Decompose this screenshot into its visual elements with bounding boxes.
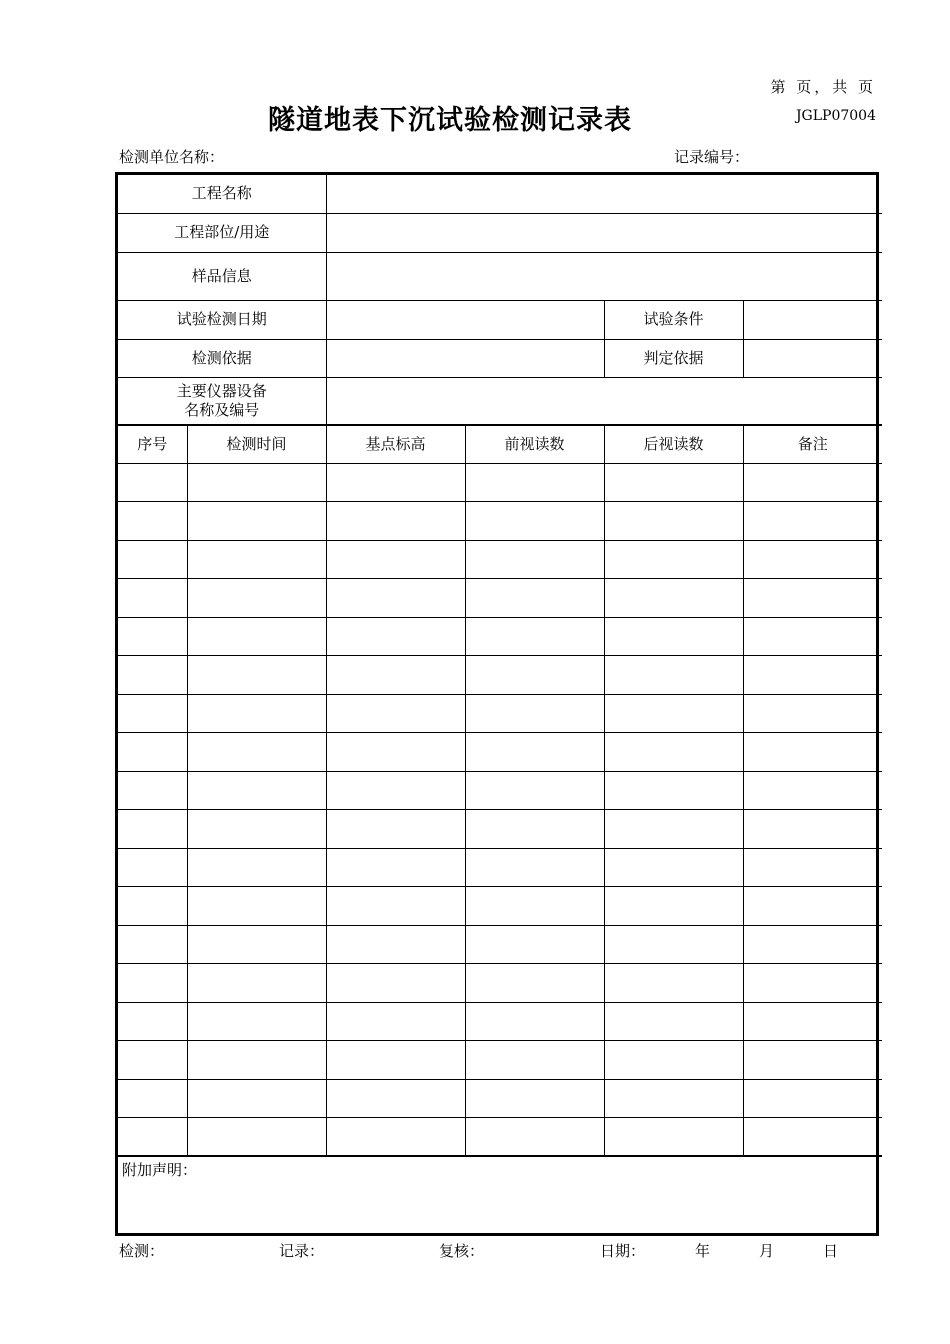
footer-inspect: 检测： (119, 1242, 165, 1260)
time-cell[interactable] (187, 1079, 326, 1118)
col-header-base-elevation: 基点标高 (326, 425, 465, 463)
equipment-label-line1: 主要仪器设备 (176, 381, 267, 400)
foresight-cell[interactable] (465, 694, 604, 733)
base-elevation-cell[interactable] (326, 733, 465, 772)
seq-cell[interactable] (118, 617, 187, 656)
backsight-cell[interactable] (604, 1041, 743, 1080)
judge-basis-value[interactable] (743, 339, 882, 377)
backsight-cell[interactable] (604, 656, 743, 695)
table-row (118, 810, 882, 849)
base-elevation-cell[interactable] (326, 925, 465, 964)
base-elevation-cell[interactable] (326, 463, 465, 502)
remarks-cell[interactable] (743, 925, 882, 964)
foresight-cell[interactable] (465, 1041, 604, 1080)
page-title: 隧道地表下沉试验检测记录表 (268, 105, 632, 136)
col-header-seq: 序号 (118, 425, 187, 463)
seq-cell[interactable] (118, 810, 187, 849)
remarks-cell[interactable] (743, 964, 882, 1003)
remarks-cell[interactable] (743, 502, 882, 541)
footer-month: 月 (759, 1242, 775, 1260)
backsight-cell[interactable] (604, 463, 743, 502)
backsight-cell[interactable] (604, 502, 743, 541)
base-elevation-cell[interactable] (326, 617, 465, 656)
seq-cell[interactable] (118, 1079, 187, 1118)
time-cell[interactable] (187, 1041, 326, 1080)
foresight-cell[interactable] (465, 733, 604, 772)
foresight-cell[interactable] (465, 579, 604, 618)
remarks-cell[interactable] (743, 579, 882, 618)
footer-date: 日期： (600, 1242, 646, 1260)
backsight-cell[interactable] (604, 1002, 743, 1041)
equipment-label-line2: 名称及编号 (184, 400, 260, 419)
backsight-cell[interactable] (604, 810, 743, 849)
remarks-cell[interactable] (743, 463, 882, 502)
base-elevation-cell[interactable] (326, 810, 465, 849)
remarks-cell[interactable] (743, 1041, 882, 1080)
time-cell[interactable] (187, 810, 326, 849)
seq-cell[interactable] (118, 848, 187, 887)
table-row (118, 1041, 882, 1080)
seq-cell[interactable] (118, 694, 187, 733)
test-condition-value[interactable] (743, 300, 882, 339)
base-elevation-cell[interactable] (326, 964, 465, 1003)
time-cell[interactable] (187, 964, 326, 1003)
remarks-cell[interactable] (743, 848, 882, 887)
table-row (118, 617, 882, 656)
remarks-cell[interactable] (743, 1002, 882, 1041)
foresight-cell[interactable] (465, 887, 604, 926)
base-elevation-cell[interactable] (326, 848, 465, 887)
test-date-value[interactable] (326, 300, 604, 339)
foresight-cell[interactable] (465, 925, 604, 964)
col-header-foresight: 前视读数 (465, 425, 604, 463)
foresight-cell[interactable] (465, 502, 604, 541)
record-no-label: 记录编号： (674, 148, 750, 166)
foresight-cell[interactable] (465, 1079, 604, 1118)
foresight-cell[interactable] (465, 1118, 604, 1157)
table-row (118, 887, 882, 926)
equipment-value[interactable] (326, 377, 882, 425)
data-rows (118, 463, 882, 1156)
col-header-backsight: 后视读数 (604, 425, 743, 463)
table-row (118, 540, 882, 579)
test-basis-label: 检测依据 (118, 339, 326, 377)
time-cell[interactable] (187, 463, 326, 502)
footer-record: 记录： (279, 1242, 325, 1260)
base-elevation-cell[interactable] (326, 887, 465, 926)
time-cell[interactable] (187, 540, 326, 579)
time-cell[interactable] (187, 579, 326, 618)
seq-cell[interactable] (118, 1118, 187, 1157)
project-part-label: 工程部位/用途 (118, 213, 326, 252)
remarks-cell[interactable] (743, 771, 882, 810)
table-row (118, 848, 882, 887)
backsight-cell[interactable] (604, 1118, 743, 1157)
table-row (118, 1118, 882, 1157)
remarks-cell[interactable] (743, 540, 882, 579)
footer-review: 复核： (439, 1242, 485, 1260)
base-elevation-cell[interactable] (326, 540, 465, 579)
seq-cell[interactable] (118, 540, 187, 579)
foresight-cell[interactable] (465, 540, 604, 579)
base-elevation-cell[interactable] (326, 1079, 465, 1118)
foresight-cell[interactable] (465, 810, 604, 849)
backsight-cell[interactable] (604, 964, 743, 1003)
backsight-cell[interactable] (604, 771, 743, 810)
base-elevation-cell[interactable] (326, 502, 465, 541)
backsight-cell[interactable] (604, 733, 743, 772)
table-row (118, 1002, 882, 1041)
seq-cell[interactable] (118, 925, 187, 964)
seq-cell[interactable] (118, 733, 187, 772)
backsight-cell[interactable] (604, 1079, 743, 1118)
project-name-label: 工程名称 (118, 175, 326, 213)
table-row (118, 579, 882, 618)
base-elevation-cell[interactable] (326, 656, 465, 695)
backsight-cell[interactable] (604, 925, 743, 964)
foresight-cell[interactable] (465, 617, 604, 656)
seq-cell[interactable] (118, 771, 187, 810)
time-cell[interactable] (187, 925, 326, 964)
sample-info-value[interactable] (326, 252, 882, 300)
backsight-cell[interactable] (604, 848, 743, 887)
base-elevation-cell[interactable] (326, 694, 465, 733)
foresight-cell[interactable] (465, 463, 604, 502)
table-row (118, 733, 882, 772)
seq-cell[interactable] (118, 579, 187, 618)
project-part-value[interactable] (326, 213, 882, 252)
remarks-cell[interactable] (743, 694, 882, 733)
backsight-cell[interactable] (604, 540, 743, 579)
remarks-cell[interactable] (743, 810, 882, 849)
test-date-label: 试验检测日期 (118, 300, 326, 339)
base-elevation-cell[interactable] (326, 1041, 465, 1080)
table-row (118, 656, 882, 695)
notes-label: 附加声明： (122, 1161, 198, 1179)
time-cell[interactable] (187, 848, 326, 887)
footer-year: 年 (695, 1242, 711, 1260)
unit-label: 检测单位名称： (119, 148, 225, 166)
base-elevation-cell[interactable] (326, 1002, 465, 1041)
seq-cell[interactable] (118, 1002, 187, 1041)
foresight-cell[interactable] (465, 656, 604, 695)
test-basis-value[interactable] (326, 339, 604, 377)
remarks-cell[interactable] (743, 733, 882, 772)
record-sheet (115, 172, 879, 1236)
foresight-cell[interactable] (465, 1002, 604, 1041)
seq-cell[interactable] (118, 656, 187, 695)
project-name-value[interactable] (326, 175, 882, 213)
base-elevation-cell[interactable] (326, 1118, 465, 1157)
remarks-cell[interactable] (743, 1118, 882, 1157)
sample-info-label: 样品信息 (118, 252, 326, 300)
test-condition-label: 试验条件 (604, 300, 743, 339)
backsight-cell[interactable] (604, 579, 743, 618)
table-row (118, 694, 882, 733)
col-header-remarks: 备注 (743, 425, 882, 463)
backsight-cell[interactable] (604, 694, 743, 733)
time-cell[interactable] (187, 694, 326, 733)
base-elevation-cell[interactable] (326, 771, 465, 810)
table-row (118, 463, 882, 502)
time-cell[interactable] (187, 1118, 326, 1157)
remarks-cell[interactable] (743, 1079, 882, 1118)
notes-area[interactable] (118, 1157, 876, 1236)
time-cell[interactable] (187, 502, 326, 541)
foresight-cell[interactable] (465, 848, 604, 887)
form-code: JGLP07004 (795, 108, 876, 124)
table-row (118, 964, 882, 1003)
time-cell[interactable] (187, 771, 326, 810)
seq-cell[interactable] (118, 1041, 187, 1080)
seq-cell[interactable] (118, 887, 187, 926)
equipment-label (118, 377, 326, 425)
seq-cell[interactable] (118, 964, 187, 1003)
seq-cell[interactable] (118, 502, 187, 541)
time-cell[interactable] (187, 1002, 326, 1041)
foresight-cell[interactable] (465, 771, 604, 810)
remarks-cell[interactable] (743, 887, 882, 926)
table-row (118, 771, 882, 810)
page-info: 第 页，共 页 (770, 78, 876, 96)
backsight-cell[interactable] (604, 617, 743, 656)
table-row (118, 925, 882, 964)
remarks-cell[interactable] (743, 656, 882, 695)
time-cell[interactable] (187, 656, 326, 695)
base-elevation-cell[interactable] (326, 579, 465, 618)
info-table (118, 175, 882, 1157)
time-cell[interactable] (187, 887, 326, 926)
time-cell[interactable] (187, 617, 326, 656)
foresight-cell[interactable] (465, 964, 604, 1003)
remarks-cell[interactable] (743, 617, 882, 656)
col-header-time: 检测时间 (187, 425, 326, 463)
time-cell[interactable] (187, 733, 326, 772)
table-row (118, 502, 882, 541)
table-row (118, 1079, 882, 1118)
footer-day: 日 (823, 1242, 839, 1260)
judge-basis-label: 判定依据 (604, 339, 743, 377)
backsight-cell[interactable] (604, 887, 743, 926)
seq-cell[interactable] (118, 463, 187, 502)
